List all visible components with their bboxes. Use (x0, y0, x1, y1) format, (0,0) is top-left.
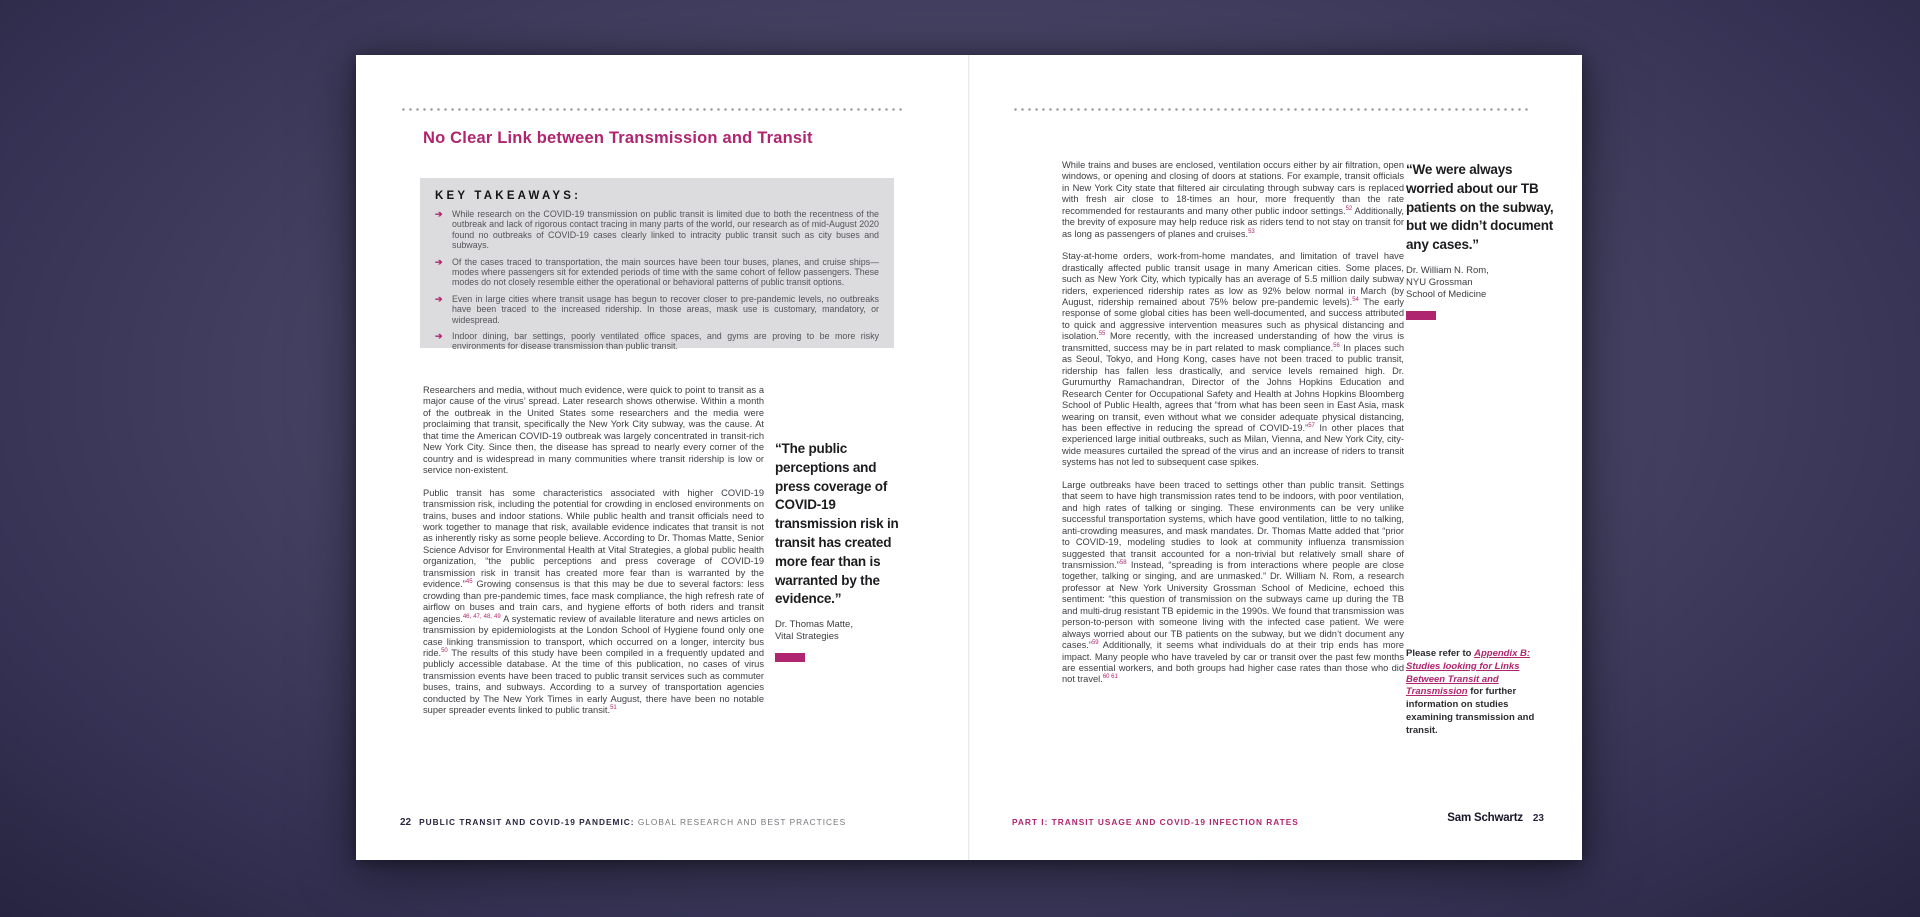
arrow-bullet-icon: ➔ (435, 293, 443, 304)
footnote-reference: 55 (1098, 331, 1106, 338)
footnote-reference: 53 (1248, 228, 1255, 235)
body-paragraph: While trains and buses are enclosed, ventilation occurs either by air filtration, open windows, or opening and closing of doors at stations. For example, transit officials in New York City state that filtered air circulating through subway cars is replaced with fresh air close to 18-times an hour, more frequently than the rate recommended for restaurants and many other public indoor settings.$^{52}$ Additionally, the brevity of exposure may help reduce risk as riders tend to not stay on transit for as long as passengers of planes and cruises.$^{53}$ (1062, 160, 1404, 239)
footnote-reference: 50 (441, 647, 448, 654)
takeaway-item (435, 209, 879, 251)
accent-bar (1406, 311, 1436, 320)
takeaway-text: Of the cases traced to transportation, the main sources have been tour buses, planes, and cruise ships—modes where passengers sit for extended periods of time with the same cohort of fellow passengers. These modes do not closely resemble either the operational or behavioral patterns of public transit options. (452, 256, 879, 288)
sidebar-note (1406, 648, 1554, 738)
document-spread (356, 55, 1582, 860)
body-paragraph: Large outbreaks have been traced to settings other than public transit. Settings that seem to have high transmission rates tend to be indoors, with poor ventilation, and high rates of talking or singing. These environments can be very unlike successful transportation systems, which have good ventilation, little to no talking, anti-crowding measures, and mask mandates. Dr. Thomas Matte added that “prior to COVID-19, modeling studies to look at community influenza transmission suggested that transit accounted for a non-trivial but relatively small share of transmission.”$^{58}$ Instead, “spreading is from interactions where people are close together, talking or singing, and are unmasked.” Dr. William N. Rom, a research professor at New York University Grossman School of Medicine, echoed this sentiment: “this question of transmission on the subways came up during the TB and multi-drug resistant TB epidemic in the 1990s. We found that transmission was person-to-person with someone living with the infected case patient. We were always worried about our TB patients on the subway, but we didn’t document any cases.”$^{59}$ Additionally, it seems what individuals do at their trip ends has more impact. Many people who have traveled by car or transit over the past few months are essential workers, and both groups had higher case rates than those who did not travel.$^{60 61}$ (1062, 479, 1404, 685)
takeaway-item (435, 257, 879, 288)
key-takeaways-list (435, 209, 879, 352)
dotted-divider (400, 108, 906, 111)
footnote-reference: 57 (1308, 422, 1315, 429)
pull-quote-text: “We were always worried about our TB patients on the subway, but we didn’t document any cases.” (1406, 162, 1554, 253)
takeaway-item (435, 294, 879, 325)
left-footer (400, 812, 846, 830)
footnote-reference: 51 (610, 705, 617, 712)
right-footer (1012, 812, 1299, 830)
pull-quote-left (775, 440, 907, 662)
pull-quote-right (1406, 161, 1554, 320)
section-title: No Clear Link between Transmission and Transit (423, 129, 813, 147)
sidebar-note-post: for further information on studies examining transmission and transit. (1406, 686, 1535, 736)
key-takeaways-heading: KEY TAKEAWAYS: (435, 190, 582, 202)
takeaway-text: Even in large cities where transit usage has begun to recover closer to pre-pandemic levels, no outbreaks have been traced to the increased ridership. In those areas, mask use is customary, mandatory, or widespread. (452, 293, 879, 325)
footnote-reference: 46, 47, 48, 49 (462, 613, 501, 620)
footnote-reference: 60 61 (1102, 674, 1118, 681)
footer-section-title: PART I: TRANSIT USAGE AND COVID-19 INFECTION RATES (1012, 817, 1299, 827)
body-paragraph: Stay-at-home orders, work-from-home mandates, and limitation of travel have drastically affected public transit usage in many American cities. Some places, such as New York City, which typically has an average of 5.5 million daily subway riders, experienced ridership rates as low as 92% below normal in March (by August, ridership remained about 75% below pre-pandemic levels).$^{54}$ The early response of some global cities has been well-documented, and success attributed to quick and aggressive intervention measures such as physical distancing and isolation.$^{55}$ More recently, with the increased understanding of how the virus is transmitted, success may be in part related to mask compliance.$^{56}$ In places such as Seoul, Tokyo, and Hong Kong, cases have not been traced to public transit, ridership has fallen less drastically, and service levels remained high. Dr. Gurumurthy Ramachandran, Director of the Johns Hopkins Education and Research Center for Occupational Safety and Health at Johns Hopkins Bloomberg School of Public Health, agrees that “from what has been seen in East Asia, mask wearing on transit, even without what we consider adequate physical distancing, has been effective in reducing the spread of COVID-19.”$^{57}$ In other places that experienced large initial outbreaks, such as Milan, Vienna, and New York City, city-wide measures curtailed the spread of the virus and an increase of riders to transit systems has not led to subsequent case spikes. (1062, 251, 1404, 468)
pull-quote-attribution: Dr. William N. Rom, NYU Grossman School of Medicine (1406, 264, 1489, 301)
page-number: 22 (400, 817, 412, 828)
accent-bar (775, 653, 805, 662)
footnote-reference: 45 (465, 579, 473, 586)
arrow-bullet-icon: ➔ (435, 256, 443, 267)
footnote-reference: 59 (1091, 640, 1099, 647)
body-paragraph: Public transit has some characteristics associated with higher COVID-19 transmission risk, including the potential for crowding in enclosed environments on trains, buses and indoor stations. While public health and transit officials need to work together to manage that risk, available evidence indicates that transit is not as inherently risky as some people believe. According to Dr. Thomas Matte, Senior Science Advisor for Environmental Health at Vital Strategies, a global public health organization, “the public perceptions and press coverage of COVID-19 transmission risk in transit has created more fear than is warranted by the evidence.”$^{45}$ Growing consensus is that this may be due to several factors: less crowding than pre-pandemic times, face mask compliance, the high refresh rate of airflow on buses and train cars, and hygiene efforts of both riders and transit agencies.$^{46, 47, 48, 49}$ A systematic review of available literature and news articles on transmission by epidemiologists at the London School of Hygiene found only one case linking transmission to transport, which occurred on a longer, intercity bus ride.$^{50}$ The results of this study have been compiled in a frequently updated and publicly accessible database. At the time of this publication, no cases of virus transmission events have been traced to public transit services such as commuter buses, trains, and subways. According to a survey of transportation agencies conducted by The New York Times in early August, there have been no notable super spreader events linked to public transit.$^{51}$ (423, 487, 764, 716)
dotted-divider (1012, 108, 1530, 111)
page-number: 23 (1532, 813, 1544, 824)
footer-doc-subtitle: GLOBAL RESEARCH AND BEST PRACTICES (634, 817, 847, 827)
takeaway-item (435, 331, 879, 352)
key-takeaways-box (420, 178, 894, 352)
arrow-bullet-icon: ➔ (435, 331, 443, 342)
right-body-column (1062, 160, 1404, 697)
brand-wordmark: Sam Schwartz (1447, 812, 1523, 824)
pull-quote-text: “The public perceptions and press coverage of COVID-19 transmission risk in transit has created more fear than is warranted by the evidence.” (775, 441, 899, 607)
takeaway-text: Indoor dining, bar settings, poorly ventilated office spaces, and gyms are proving to be more risky environments for disease transmission than public transit. (452, 331, 879, 352)
footnote-reference: 58 (1119, 559, 1127, 566)
right-page (969, 55, 1582, 860)
brand-footer (1447, 808, 1544, 826)
takeaway-text: While research on the COVID-19 transmission on public transit is limited due to both the recentness of the outbreak and lack of rigorous contact tracing in many parts of the world, our research as of mid-August 2020 found no outbreaks of COVID-19 cases clearly linked to intracity public transit such as city buses and subways. (452, 209, 879, 251)
footnote-reference: 54 (1352, 296, 1359, 303)
sidebar-note-pre: Please refer to (1406, 648, 1475, 659)
pull-quote-attribution: Dr. Thomas Matte, Vital Strategies (775, 619, 853, 643)
footnote-reference: 52 (1345, 205, 1353, 212)
footnote-reference: 56 (1333, 342, 1340, 349)
body-paragraph: Researchers and media, without much evidence, were quick to point to transit as a major cause of the virus’ spread. Later research shows otherwise. Within a month of the outbreak in the United States some researchers and the media were proclaiming that transit, specifically the New York City subway, was the cause. At that time the American COVID-19 outbreak was largely concentrated in transit-rich New York City. Since then, the disease has spread to nearly every corner of the country and is widespread in many communities where transit ridership is low or service non-existent. (423, 385, 764, 476)
arrow-bullet-icon: ➔ (435, 209, 443, 219)
left-page (356, 55, 969, 860)
appendix-b-link[interactable]: Appendix B: Studies looking for Links Between Transit and Transmission (1406, 648, 1531, 698)
footer-doc-title: PUBLIC TRANSIT AND COVID-19 PANDEMIC: (419, 817, 635, 827)
left-body-column (423, 385, 764, 728)
